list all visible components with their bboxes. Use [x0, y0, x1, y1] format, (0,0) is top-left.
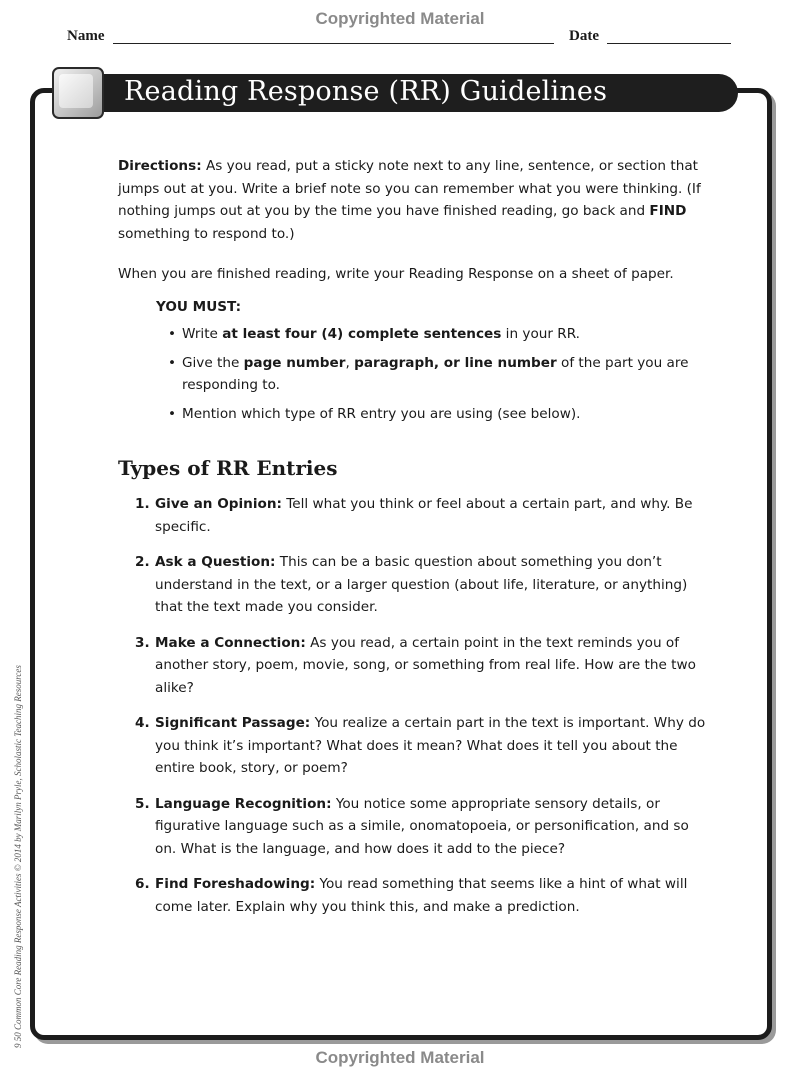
type-item-title: Give an Opinion:: [155, 496, 282, 512]
type-item: [118, 873, 708, 918]
finished-paragraph: When you are finished reading, write your Reading Response on a sheet of paper.: [118, 266, 674, 282]
you-must-heading: YOU MUST:: [156, 298, 242, 315]
must-item-1: [168, 323, 708, 346]
you-must-list: [118, 323, 708, 425]
must-item-2-bold-1: page number: [243, 354, 346, 371]
type-item-text: You read something that seems like a hint of what will come later. Explain why you think this, and make a prediction.: [155, 876, 688, 915]
directions-text-1: As you read, put a sticky note next to any line, sentence, or section that jumps out at you. Write a brief note so you can remember what you were thinking. (If nothing jumps out at you by the time you have finished reading, go back and: [118, 158, 701, 219]
type-item-text: You notice some appropriate sensory details, or figurative language such as a simile, onomatopoeia, or personification, and so on. What is the language, and how does it add to the piece?: [155, 795, 689, 857]
must-item-2-pre: Give the: [182, 354, 244, 371]
must-item-1-bold: at least four (4) complete sentences: [222, 326, 502, 342]
date-field-line: [607, 43, 731, 44]
must-item-1-pre: Write: [182, 326, 223, 342]
type-item-number: 3.: [135, 634, 150, 651]
type-item-number: 6.: [135, 876, 150, 892]
must-item-1-post: in your RR.: [501, 326, 581, 342]
type-item: [118, 551, 708, 619]
date-label: Date: [569, 28, 599, 44]
page-title: Reading Response (RR) Guidelines: [124, 76, 608, 107]
type-item-text: As you read, a certain point in the text reminds you of another story, poem, movie, song, or something from real life. How are the two alike?: [155, 634, 696, 696]
type-item: [118, 793, 708, 861]
directions-label: Directions:: [118, 158, 202, 174]
directions-paragraph: [118, 155, 708, 245]
type-item-title: Make a Connection:: [155, 634, 306, 651]
sidebar-credit: 9 50 Common Core Reading Response Activities © 2014 by Marilyn Pryle, Scholastic Teaching Resources: [13, 665, 23, 1048]
type-item-title: Significant Passage:: [155, 715, 311, 731]
must-item-2-bold-2: paragraph, or line number: [354, 354, 557, 371]
type-item: [118, 632, 708, 700]
must-item-3: [168, 403, 708, 426]
type-item-title: Language Recognition:: [155, 795, 332, 812]
bullet-icon: •: [168, 326, 177, 342]
must-item-2-mid: ,: [345, 354, 355, 371]
type-item: [118, 493, 708, 538]
bullet-icon: •: [168, 405, 177, 422]
must-item-3-text: Mention which type of RR entry you are using (see below).: [182, 405, 581, 422]
type-item-number: 4.: [135, 715, 150, 731]
type-item-text: Tell what you think or feel about a certain part, and why. Be specific.: [155, 496, 693, 535]
types-list: [118, 493, 708, 918]
types-heading: Types of RR Entries: [118, 456, 338, 480]
title-tab-decoration: [52, 67, 104, 119]
type-item-title: Ask a Question:: [155, 554, 276, 570]
type-item-text: This can be a basic question about something you don’t understand in the text, or a larger question (about life, literature, or anything) that the text made you consider.: [155, 554, 688, 615]
main-content: [118, 155, 708, 931]
directions-text-2: something to respond to.): [118, 225, 295, 242]
bullet-icon: •: [168, 354, 177, 371]
name-label: Name: [67, 28, 105, 44]
copyright-top: Copyrighted Material: [315, 9, 485, 28]
must-item-2-post: of the part you are responding to.: [182, 354, 689, 393]
type-item-number: 1.: [135, 496, 150, 512]
directions-find: FIND: [649, 203, 687, 219]
copyright-bottom: Copyrighted Material: [315, 1048, 485, 1067]
type-item: [118, 712, 708, 780]
type-item-number: 5.: [135, 795, 150, 812]
name-date-row: [67, 27, 733, 47]
title-bar: [82, 74, 738, 112]
type-item-title: Find Foreshadowing:: [155, 876, 316, 892]
type-item-text: You realize a certain part in the text is important. Why do you think it’s important? What does it mean? What does it tell you about the entire book, story, or poem?: [155, 715, 706, 776]
name-field-line: [113, 43, 554, 44]
must-item-2: [168, 352, 708, 397]
type-item-number: 2.: [135, 554, 150, 570]
